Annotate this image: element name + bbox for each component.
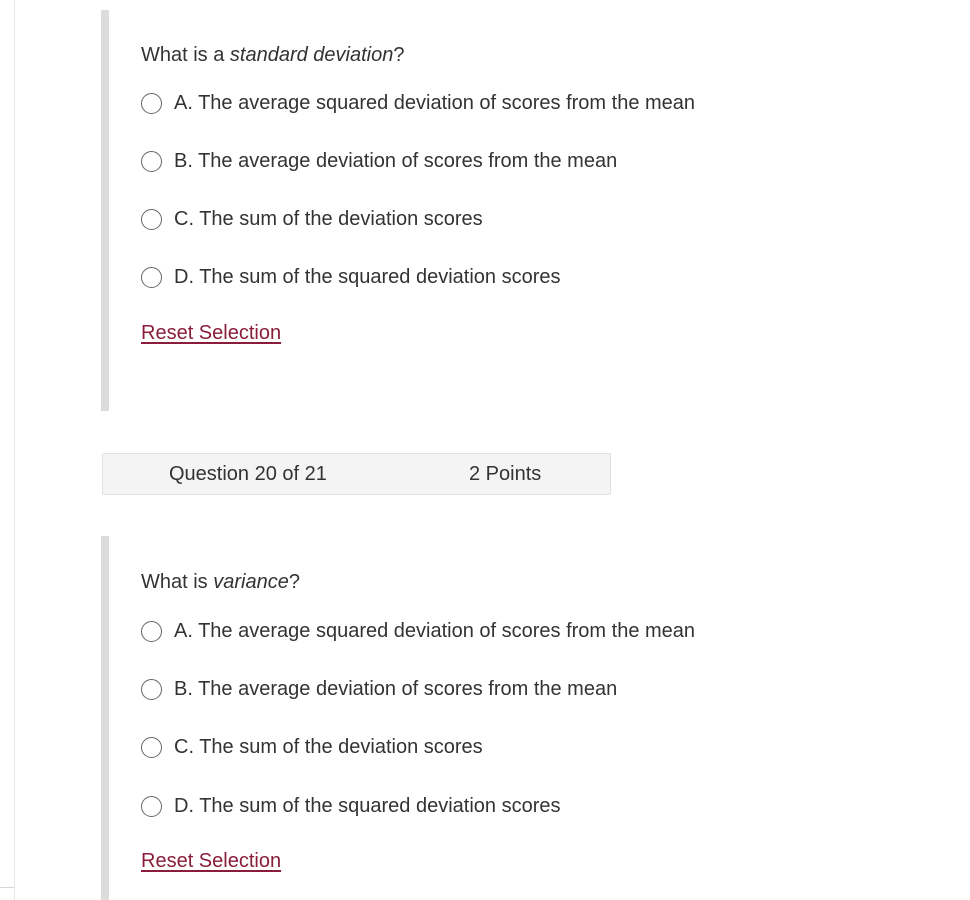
radio-unselected-icon[interactable] [141,93,162,114]
option-label: A. The average squared deviation of scores from the mean [174,92,696,114]
option-c[interactable] [141,736,483,759]
question-header [102,453,611,495]
question-19 [101,10,801,411]
option-label: C. The sum of the deviation scores [174,208,483,230]
option-label: B. The average deviation of scores from the mean [174,678,618,700]
option-label: B. The average deviation of scores from the mean [174,150,618,172]
option-d[interactable] [141,266,561,289]
reset-selection-link[interactable]: Reset Selection [141,850,282,872]
option-label: A. The average squared deviation of scores from the mean [174,620,696,642]
radio-unselected-icon[interactable] [141,679,162,700]
option-c[interactable] [141,208,483,231]
page-corner-rule [0,887,14,888]
reset-selection-link[interactable]: Reset Selection [141,322,282,344]
radio-unselected-icon[interactable] [141,796,162,817]
page-left-rule [14,0,15,900]
option-label: D. The sum of the squared deviation scores [174,266,561,288]
option-b[interactable] [141,678,617,701]
option-label: D. The sum of the squared deviation scores [174,795,561,817]
radio-unselected-icon[interactable] [141,151,162,172]
radio-unselected-icon[interactable] [141,737,162,758]
question-prompt: What is a standard deviation? [141,44,405,66]
question-number: Question 20 of 21 [169,463,327,485]
question-prompt: What is variance? [141,571,300,593]
option-b[interactable] [141,150,617,173]
radio-unselected-icon[interactable] [141,209,162,230]
option-a[interactable] [141,92,695,115]
question-20 [101,536,801,900]
option-d[interactable] [141,795,561,818]
option-label: C. The sum of the deviation scores [174,736,483,758]
question-points: 2 Points [469,463,542,485]
radio-unselected-icon[interactable] [141,267,162,288]
radio-unselected-icon[interactable] [141,621,162,642]
option-a[interactable] [141,620,695,643]
